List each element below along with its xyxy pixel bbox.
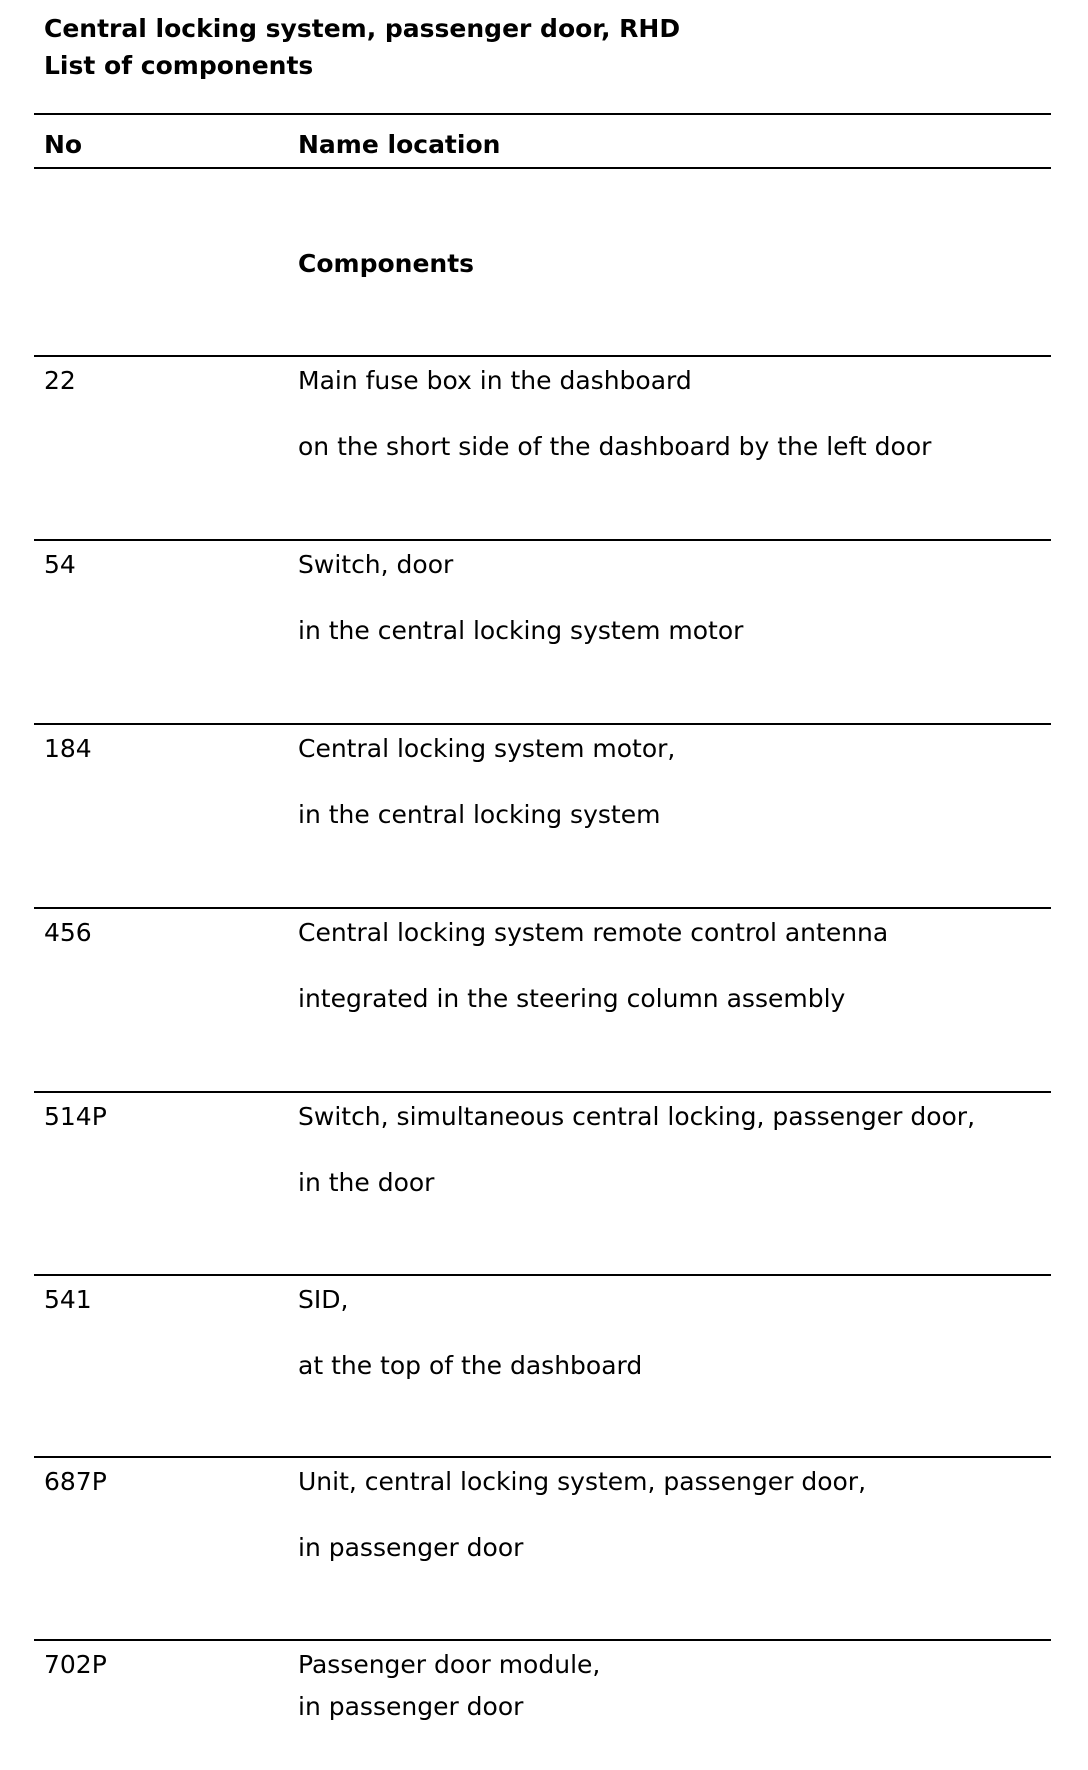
row-divider: [34, 1639, 1051, 1641]
component-name: Passenger door module,: [298, 1650, 601, 1679]
row-divider: [34, 539, 1051, 541]
component-name: Switch, simultaneous central locking, passenger door,: [298, 1102, 976, 1131]
page-subtitle: List of components: [44, 51, 314, 80]
page-title: Central locking system, passenger door, RHD: [44, 14, 681, 43]
component-number: 702P: [44, 1650, 107, 1679]
component-location: in the central locking system: [298, 800, 661, 829]
component-name: Switch, door: [298, 550, 454, 579]
header-bottom-rule: [34, 167, 1051, 169]
component-number: 687P: [44, 1467, 107, 1496]
component-number: 456: [44, 918, 92, 947]
component-location: in the central locking system motor: [298, 616, 744, 645]
row-divider: [34, 907, 1051, 909]
table-top-rule: [34, 113, 1051, 115]
section-label: Components: [298, 249, 475, 278]
header-no: No: [44, 130, 83, 159]
component-number: 54: [44, 550, 76, 579]
row-divider: [34, 355, 1051, 357]
row-divider: [34, 1091, 1051, 1093]
component-number: 184: [44, 734, 92, 763]
component-number: 514P: [44, 1102, 107, 1131]
header-name-location: Name location: [298, 130, 501, 159]
component-name: Unit, central locking system, passenger door,: [298, 1467, 867, 1496]
component-name: Central locking system remote control antenna: [298, 918, 889, 947]
component-name: Main fuse box in the dashboard: [298, 366, 692, 395]
component-location: in passenger door: [298, 1533, 524, 1562]
component-location: integrated in the steering column assembly: [298, 984, 846, 1013]
component-location: at the top of the dashboard: [298, 1351, 643, 1380]
row-divider: [34, 1274, 1051, 1276]
row-divider: [34, 1456, 1051, 1458]
component-location: in passenger door: [298, 1692, 524, 1721]
component-number: 541: [44, 1285, 92, 1314]
row-divider: [34, 723, 1051, 725]
component-number: 22: [44, 366, 76, 395]
component-name: SID,: [298, 1285, 349, 1314]
component-name: Central locking system motor,: [298, 734, 676, 763]
component-location: in the door: [298, 1168, 435, 1197]
component-location: on the short side of the dashboard by the left door: [298, 432, 932, 461]
